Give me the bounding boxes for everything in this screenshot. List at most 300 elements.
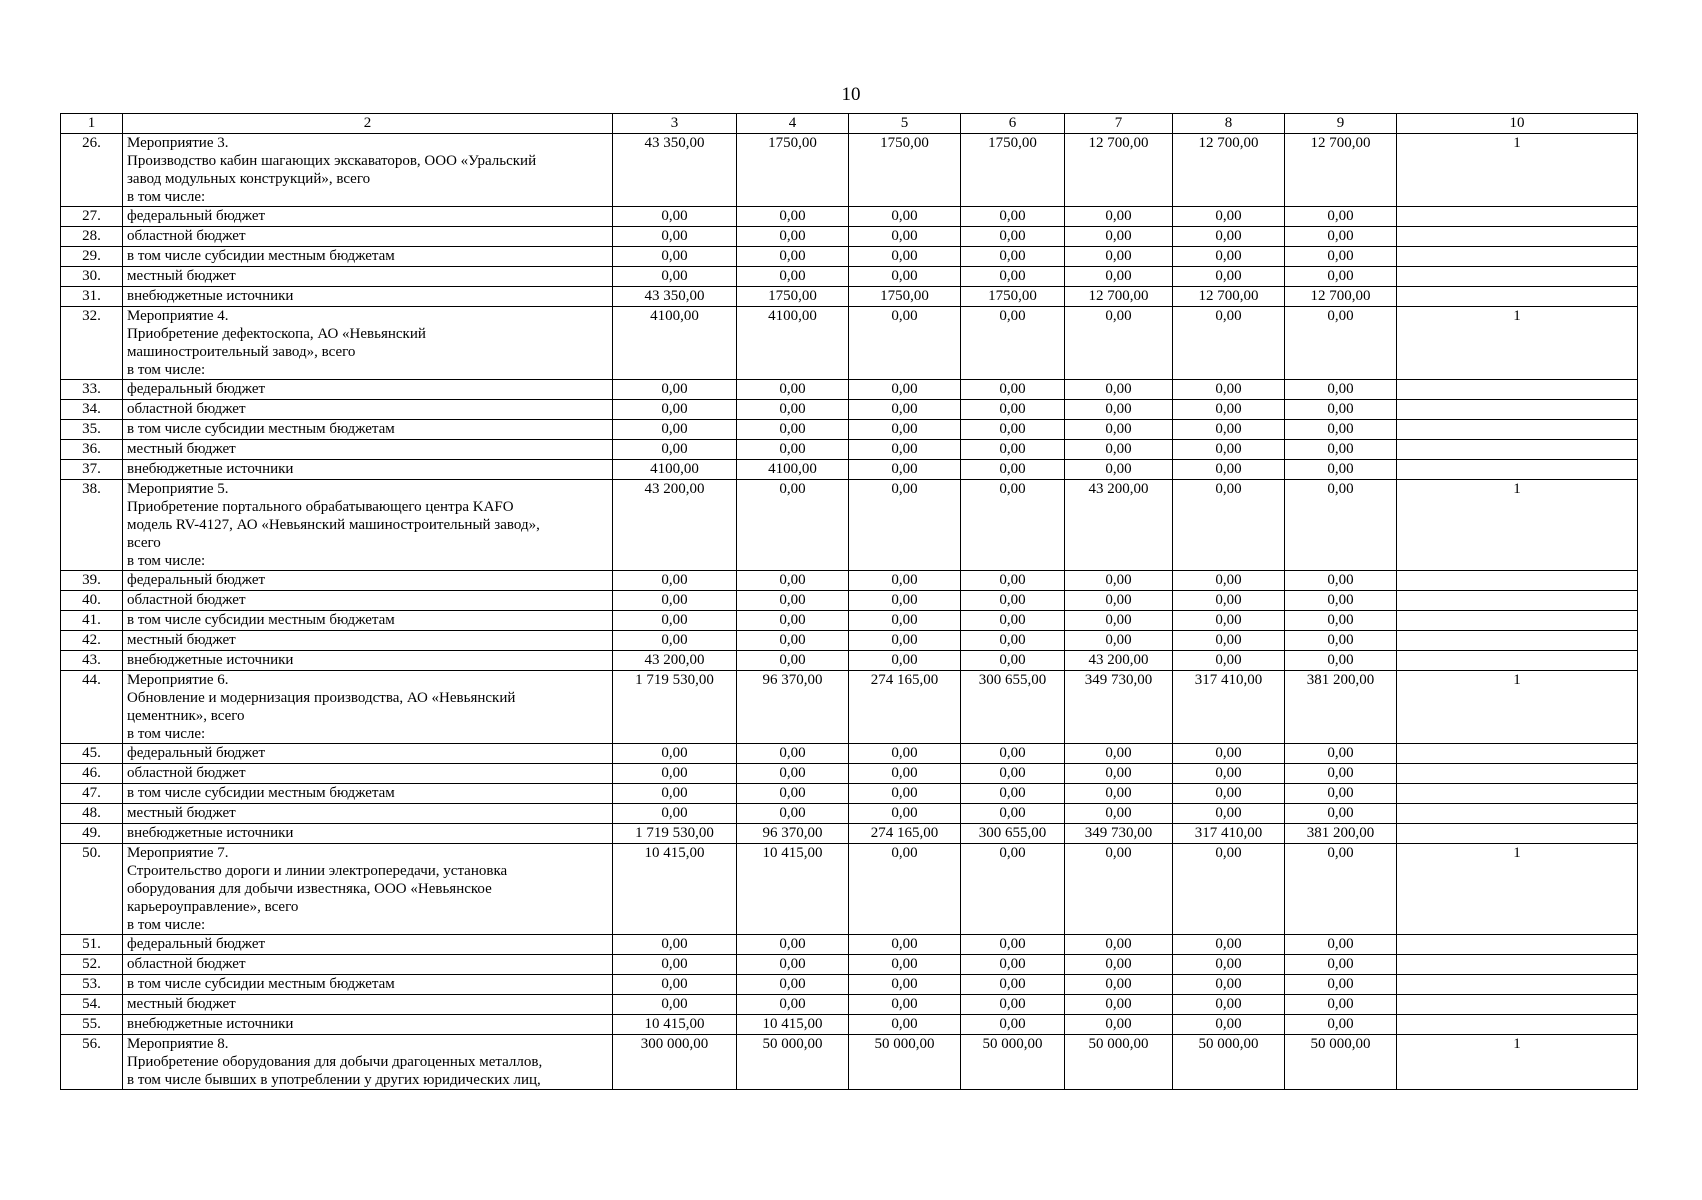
column-10-cell (1397, 804, 1638, 824)
value-cell: 0,00 (737, 784, 849, 804)
value-cell: 0,00 (1065, 307, 1173, 380)
description-line: областной бюджет (127, 765, 246, 781)
value-cell: 0,00 (849, 571, 961, 591)
value-cell: 0,00 (613, 207, 737, 227)
value-cell: 0,00 (849, 480, 961, 571)
value-cell: 0,00 (1173, 935, 1285, 955)
value-cell: 0,00 (1065, 611, 1173, 631)
description-line: местный бюджет (127, 441, 236, 457)
description-line: в том числе: (127, 362, 206, 378)
column-10-cell (1397, 247, 1638, 267)
value-cell: 0,00 (613, 247, 737, 267)
value-cell: 0,00 (961, 1015, 1065, 1035)
description-line: федеральный бюджет (127, 381, 266, 397)
row-description (123, 420, 613, 440)
value-cell: 0,00 (849, 764, 961, 784)
value-cell: 0,00 (613, 267, 737, 287)
value-cell: 0,00 (849, 995, 961, 1015)
column-10-cell: 1 (1397, 134, 1638, 207)
value-cell: 0,00 (1173, 380, 1285, 400)
row-description (123, 227, 613, 247)
value-cell: 0,00 (737, 955, 849, 975)
value-cell: 0,00 (1285, 784, 1397, 804)
value-cell: 0,00 (961, 975, 1065, 995)
value-cell: 0,00 (1065, 400, 1173, 420)
row-description (123, 440, 613, 460)
row-number: 42. (61, 631, 123, 651)
value-cell: 0,00 (737, 611, 849, 631)
column-10-cell (1397, 380, 1638, 400)
value-cell: 0,00 (1285, 571, 1397, 591)
column-10-cell (1397, 651, 1638, 671)
value-cell: 0,00 (849, 227, 961, 247)
value-cell: 0,00 (613, 784, 737, 804)
value-cell: 0,00 (613, 571, 737, 591)
value-cell: 1 719 530,00 (613, 824, 737, 844)
row-number: 47. (61, 784, 123, 804)
value-cell: 0,00 (849, 651, 961, 671)
activity-row (61, 134, 1638, 207)
value-cell: 0,00 (613, 804, 737, 824)
value-cell: 349 730,00 (1065, 824, 1173, 844)
row-number: 36. (61, 440, 123, 460)
row-description (123, 995, 613, 1015)
column-header: 9 (1285, 114, 1397, 134)
value-cell: 0,00 (961, 935, 1065, 955)
value-cell: 0,00 (1285, 955, 1397, 975)
row-number: 35. (61, 420, 123, 440)
value-cell: 0,00 (1173, 460, 1285, 480)
value-cell: 12 700,00 (1285, 287, 1397, 307)
table-row (61, 227, 1638, 247)
value-cell: 50 000,00 (1065, 1035, 1173, 1090)
activity-row (61, 844, 1638, 935)
value-cell: 0,00 (613, 975, 737, 995)
value-cell: 0,00 (1173, 611, 1285, 631)
value-cell: 0,00 (613, 611, 737, 631)
description-line: в том числе: (127, 917, 206, 933)
value-cell: 43 350,00 (613, 287, 737, 307)
column-header: 6 (961, 114, 1065, 134)
value-cell: 300 655,00 (961, 824, 1065, 844)
value-cell: 0,00 (737, 207, 849, 227)
column-10-cell (1397, 571, 1638, 591)
row-number: 38. (61, 480, 123, 571)
table-row (61, 400, 1638, 420)
row-description (123, 611, 613, 631)
description-line: Мероприятие 8. (127, 1036, 229, 1052)
value-cell: 0,00 (961, 247, 1065, 267)
table-row (61, 287, 1638, 307)
description-line: местный бюджет (127, 996, 236, 1012)
value-cell: 0,00 (961, 764, 1065, 784)
column-header: 1 (61, 114, 123, 134)
description-line: в том числе субсидии местным бюджетам (127, 976, 395, 992)
value-cell: 0,00 (1065, 267, 1173, 287)
value-cell: 0,00 (1285, 420, 1397, 440)
column-10-cell: 1 (1397, 1035, 1638, 1090)
value-cell: 0,00 (1285, 207, 1397, 227)
row-description (123, 1035, 613, 1090)
value-cell: 0,00 (737, 571, 849, 591)
value-cell: 0,00 (1285, 307, 1397, 380)
row-number: 41. (61, 611, 123, 631)
table-row (61, 631, 1638, 651)
value-cell: 96 370,00 (737, 671, 849, 744)
value-cell: 0,00 (1173, 227, 1285, 247)
value-cell: 0,00 (1173, 631, 1285, 651)
value-cell: 0,00 (849, 631, 961, 651)
row-number: 51. (61, 935, 123, 955)
value-cell: 0,00 (1285, 247, 1397, 267)
value-cell: 43 200,00 (1065, 651, 1173, 671)
value-cell: 0,00 (1065, 844, 1173, 935)
value-cell: 0,00 (613, 227, 737, 247)
value-cell: 0,00 (1173, 247, 1285, 267)
row-number: 34. (61, 400, 123, 420)
value-cell: 50 000,00 (961, 1035, 1065, 1090)
value-cell: 0,00 (1285, 744, 1397, 764)
row-description (123, 247, 613, 267)
description-line: областной бюджет (127, 592, 246, 608)
value-cell: 381 200,00 (1285, 824, 1397, 844)
row-number: 32. (61, 307, 123, 380)
column-10-cell: 1 (1397, 671, 1638, 744)
value-cell: 0,00 (613, 591, 737, 611)
column-10-cell (1397, 764, 1638, 784)
column-10-cell (1397, 784, 1638, 804)
description-line: всего (127, 535, 161, 551)
column-header: 4 (737, 114, 849, 134)
value-cell: 0,00 (1173, 784, 1285, 804)
value-cell: 50 000,00 (849, 1035, 961, 1090)
value-cell: 381 200,00 (1285, 671, 1397, 744)
value-cell: 0,00 (1173, 995, 1285, 1015)
column-10-cell (1397, 267, 1638, 287)
value-cell: 0,00 (613, 935, 737, 955)
column-10-cell (1397, 935, 1638, 955)
value-cell: 12 700,00 (1173, 134, 1285, 207)
description-line: Приобретение портального обрабатывающего центра KAFO (127, 499, 514, 515)
value-cell: 300 655,00 (961, 671, 1065, 744)
description-line: федеральный бюджет (127, 936, 266, 952)
table-row (61, 207, 1638, 227)
column-10-cell (1397, 400, 1638, 420)
table-row (61, 267, 1638, 287)
value-cell: 0,00 (737, 227, 849, 247)
value-cell: 1750,00 (849, 287, 961, 307)
value-cell: 1750,00 (961, 287, 1065, 307)
value-cell: 12 700,00 (1173, 287, 1285, 307)
description-line: Мероприятие 4. (127, 308, 229, 324)
value-cell: 0,00 (961, 955, 1065, 975)
value-cell: 0,00 (1065, 1015, 1173, 1035)
description-line: Производство кабин шагающих экскаваторов, ООО «Уральский (127, 153, 537, 169)
value-cell: 1750,00 (849, 134, 961, 207)
value-cell: 43 200,00 (613, 651, 737, 671)
row-description (123, 671, 613, 744)
value-cell: 0,00 (1285, 804, 1397, 824)
column-10-cell: 1 (1397, 480, 1638, 571)
column-10-cell (1397, 591, 1638, 611)
value-cell: 0,00 (1173, 651, 1285, 671)
description-line: Приобретение дефектоскопа, АО «Невьянский (127, 326, 426, 342)
value-cell: 0,00 (613, 380, 737, 400)
row-number: 46. (61, 764, 123, 784)
row-number: 56. (61, 1035, 123, 1090)
description-line: Мероприятие 3. (127, 135, 229, 151)
row-number: 39. (61, 571, 123, 591)
value-cell: 96 370,00 (737, 824, 849, 844)
value-cell: 0,00 (961, 207, 1065, 227)
column-10-cell (1397, 611, 1638, 631)
description-line: завод модульных конструкций», всего (127, 171, 371, 187)
description-line: модель RV-4127, АО «Невьянский машиностроительный завод», (127, 517, 540, 533)
value-cell: 0,00 (849, 400, 961, 420)
value-cell: 0,00 (1173, 591, 1285, 611)
value-cell: 0,00 (737, 804, 849, 824)
value-cell: 0,00 (961, 440, 1065, 460)
value-cell: 0,00 (961, 400, 1065, 420)
value-cell: 1 719 530,00 (613, 671, 737, 744)
value-cell: 0,00 (1173, 207, 1285, 227)
value-cell: 0,00 (737, 975, 849, 995)
column-10-cell: 1 (1397, 844, 1638, 935)
value-cell: 0,00 (1065, 460, 1173, 480)
table-row (61, 611, 1638, 631)
value-cell: 0,00 (961, 267, 1065, 287)
value-cell: 0,00 (613, 631, 737, 651)
row-description (123, 975, 613, 995)
table-row (61, 440, 1638, 460)
row-description (123, 591, 613, 611)
value-cell: 0,00 (1285, 611, 1397, 631)
value-cell: 0,00 (613, 955, 737, 975)
table-row (61, 591, 1638, 611)
value-cell: 0,00 (1065, 227, 1173, 247)
value-cell: 0,00 (1285, 380, 1397, 400)
row-description (123, 400, 613, 420)
row-description (123, 480, 613, 571)
row-number: 27. (61, 207, 123, 227)
table-row (61, 460, 1638, 480)
value-cell: 0,00 (1173, 267, 1285, 287)
value-cell: 0,00 (961, 784, 1065, 804)
value-cell: 317 410,00 (1173, 824, 1285, 844)
value-cell: 0,00 (737, 744, 849, 764)
value-cell: 12 700,00 (1285, 134, 1397, 207)
value-cell: 0,00 (737, 651, 849, 671)
description-line: Обновление и модернизация производства, АО «Невьянский (127, 690, 516, 706)
column-10-cell (1397, 955, 1638, 975)
description-line: Мероприятие 7. (127, 845, 229, 861)
value-cell: 0,00 (1065, 935, 1173, 955)
value-cell: 0,00 (737, 764, 849, 784)
column-10-cell (1397, 287, 1638, 307)
column-header: 2 (123, 114, 613, 134)
value-cell: 0,00 (737, 440, 849, 460)
description-line: Строительство дороги и линии электропередачи, установка (127, 863, 508, 879)
table-row (61, 804, 1638, 824)
description-line: в том числе субсидии местным бюджетам (127, 248, 395, 264)
value-cell: 0,00 (1173, 1015, 1285, 1035)
value-cell: 4100,00 (613, 460, 737, 480)
row-description (123, 287, 613, 307)
description-line: в том числе субсидии местным бюджетам (127, 421, 395, 437)
value-cell: 0,00 (737, 380, 849, 400)
row-description (123, 824, 613, 844)
value-cell: 0,00 (737, 631, 849, 651)
column-header: 10 (1397, 114, 1638, 134)
row-number: 52. (61, 955, 123, 975)
row-number: 44. (61, 671, 123, 744)
table-row (61, 764, 1638, 784)
value-cell: 300 000,00 (613, 1035, 737, 1090)
description-line: областной бюджет (127, 956, 246, 972)
activity-row (61, 1035, 1638, 1090)
value-cell: 0,00 (1285, 995, 1397, 1015)
value-cell: 50 000,00 (737, 1035, 849, 1090)
value-cell: 0,00 (1065, 440, 1173, 460)
value-cell: 0,00 (1285, 460, 1397, 480)
value-cell: 0,00 (849, 247, 961, 267)
column-number-header-row (61, 114, 1638, 134)
table-row (61, 247, 1638, 267)
value-cell: 0,00 (1285, 631, 1397, 651)
column-10-cell (1397, 995, 1638, 1015)
value-cell: 0,00 (849, 460, 961, 480)
value-cell: 0,00 (1285, 844, 1397, 935)
activity-row (61, 307, 1638, 380)
value-cell: 0,00 (961, 380, 1065, 400)
value-cell: 274 165,00 (849, 824, 961, 844)
column-10-cell (1397, 824, 1638, 844)
value-cell: 0,00 (849, 784, 961, 804)
value-cell: 0,00 (1173, 480, 1285, 571)
description-line: внебюджетные источники (127, 461, 294, 477)
description-line: федеральный бюджет (127, 745, 266, 761)
description-line: в том числе: (127, 189, 206, 205)
value-cell: 0,00 (613, 420, 737, 440)
table-row (61, 420, 1638, 440)
value-cell: 0,00 (1173, 571, 1285, 591)
description-line: в том числе бывших в употреблении у других юридических лиц, (127, 1072, 541, 1088)
page-number: 10 (841, 84, 861, 105)
value-cell: 50 000,00 (1285, 1035, 1397, 1090)
row-description (123, 651, 613, 671)
row-description (123, 784, 613, 804)
description-line: оборудования для добычи известняка, ООО «Невьянское (127, 881, 492, 897)
column-10-cell (1397, 975, 1638, 995)
value-cell: 0,00 (961, 631, 1065, 651)
row-number: 28. (61, 227, 123, 247)
row-number: 30. (61, 267, 123, 287)
value-cell: 0,00 (961, 744, 1065, 764)
value-cell: 0,00 (1173, 955, 1285, 975)
row-number: 55. (61, 1015, 123, 1035)
value-cell: 0,00 (613, 440, 737, 460)
value-cell: 0,00 (613, 764, 737, 784)
row-description (123, 207, 613, 227)
value-cell: 0,00 (1065, 995, 1173, 1015)
value-cell: 0,00 (737, 400, 849, 420)
value-cell: 0,00 (1285, 591, 1397, 611)
value-cell: 50 000,00 (1173, 1035, 1285, 1090)
value-cell: 0,00 (961, 804, 1065, 824)
row-number: 49. (61, 824, 123, 844)
value-cell: 0,00 (961, 844, 1065, 935)
description-line: областной бюджет (127, 228, 246, 244)
description-line: в том числе субсидии местным бюджетам (127, 785, 395, 801)
description-line: Приобретение оборудования для добычи драгоценных металлов, (127, 1054, 543, 1070)
value-cell: 0,00 (1285, 400, 1397, 420)
table-row (61, 784, 1638, 804)
value-cell: 0,00 (1173, 744, 1285, 764)
description-line: внебюджетные источники (127, 825, 294, 841)
description-line: внебюджетные источники (127, 1016, 294, 1032)
table-row (61, 1015, 1638, 1035)
row-description (123, 744, 613, 764)
value-cell: 0,00 (961, 995, 1065, 1015)
description-line: карьероуправление», всего (127, 899, 299, 915)
budget-table (60, 113, 1638, 1090)
value-cell: 0,00 (1065, 764, 1173, 784)
column-10-cell (1397, 1015, 1638, 1035)
row-description (123, 844, 613, 935)
column-header: 8 (1173, 114, 1285, 134)
value-cell: 0,00 (849, 744, 961, 764)
column-10-cell (1397, 227, 1638, 247)
description-line: в том числе субсидии местным бюджетам (127, 612, 395, 628)
row-description (123, 631, 613, 651)
table-row (61, 380, 1638, 400)
value-cell: 0,00 (961, 460, 1065, 480)
description-line: федеральный бюджет (127, 208, 266, 224)
value-cell: 0,00 (849, 955, 961, 975)
table-row (61, 975, 1638, 995)
value-cell: 43 200,00 (1065, 480, 1173, 571)
row-number: 43. (61, 651, 123, 671)
value-cell: 0,00 (849, 307, 961, 380)
description-line: в том числе: (127, 553, 206, 569)
row-number: 29. (61, 247, 123, 267)
value-cell: 0,00 (737, 480, 849, 571)
value-cell: 0,00 (1285, 440, 1397, 460)
value-cell: 0,00 (961, 420, 1065, 440)
row-description (123, 267, 613, 287)
value-cell: 0,00 (737, 591, 849, 611)
row-description (123, 307, 613, 380)
value-cell: 0,00 (1173, 307, 1285, 380)
value-cell: 10 415,00 (613, 844, 737, 935)
value-cell: 12 700,00 (1065, 134, 1173, 207)
column-header: 3 (613, 114, 737, 134)
value-cell: 0,00 (1065, 975, 1173, 995)
value-cell: 0,00 (961, 591, 1065, 611)
column-header: 5 (849, 114, 961, 134)
value-cell: 10 415,00 (737, 844, 849, 935)
row-number: 54. (61, 995, 123, 1015)
column-10-cell (1397, 744, 1638, 764)
description-line: местный бюджет (127, 632, 236, 648)
value-cell: 0,00 (849, 440, 961, 460)
activity-row (61, 671, 1638, 744)
value-cell: 1750,00 (737, 134, 849, 207)
value-cell: 0,00 (1065, 784, 1173, 804)
value-cell: 0,00 (1065, 380, 1173, 400)
row-description (123, 804, 613, 824)
description-line: местный бюджет (127, 805, 236, 821)
